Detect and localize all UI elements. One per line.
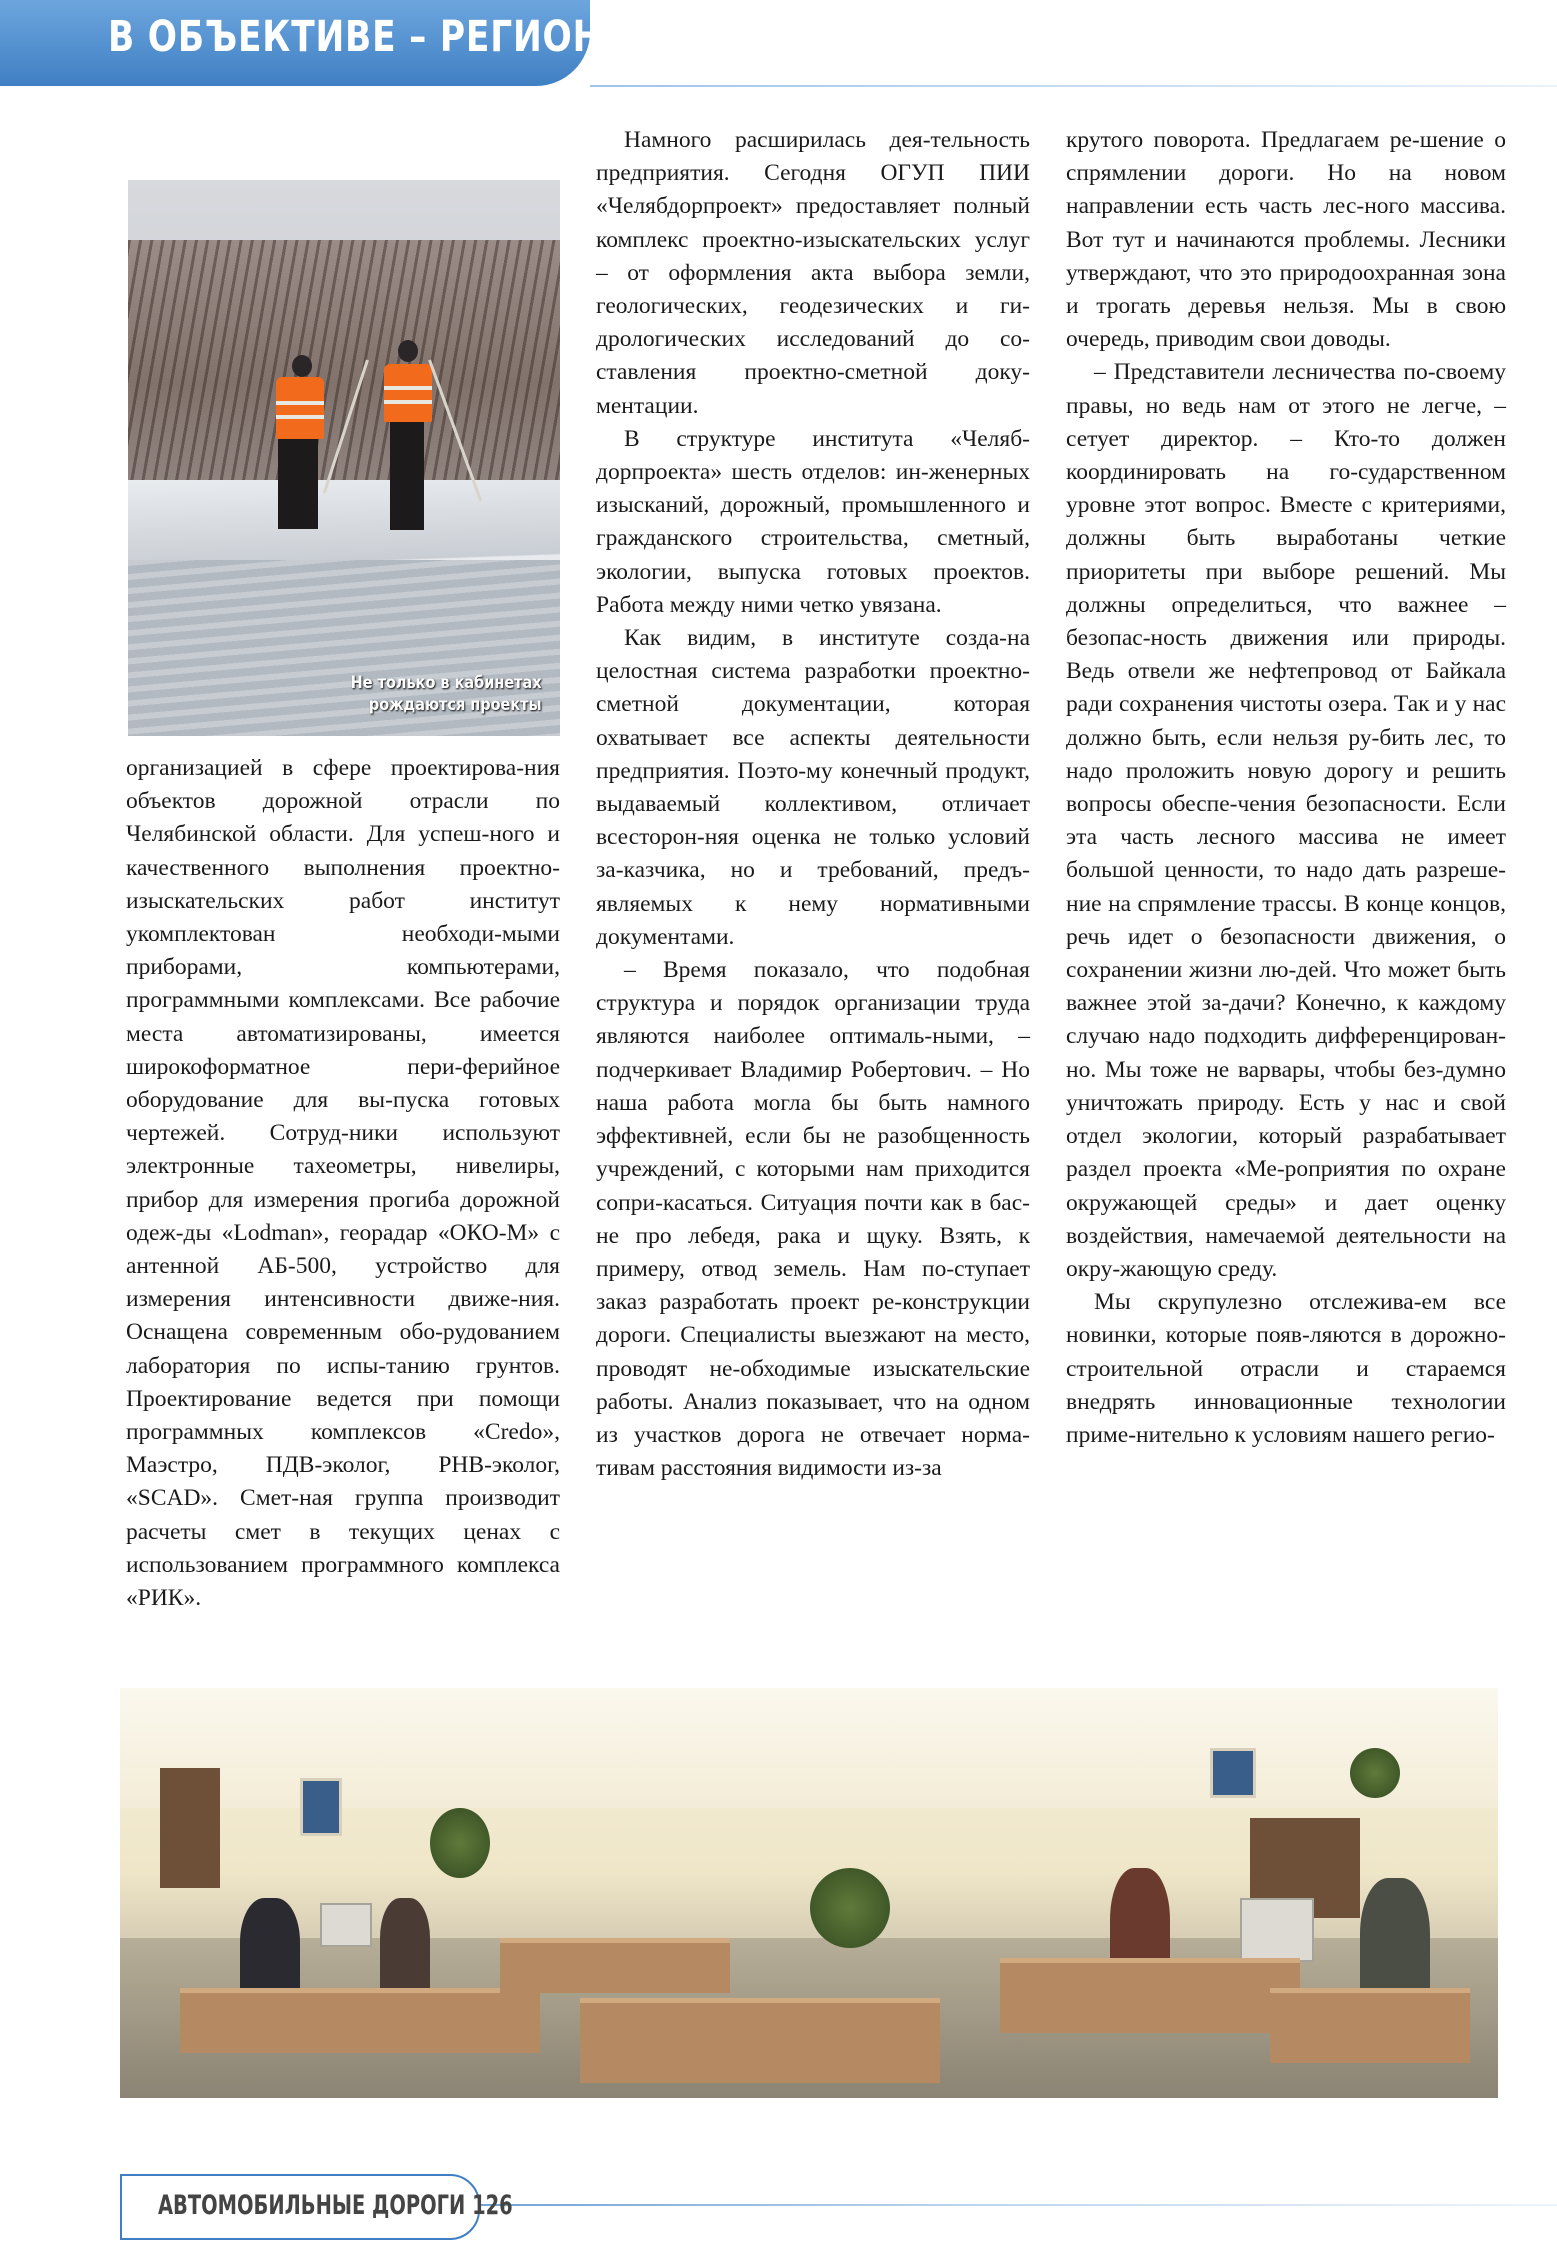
article-paragraph: Намного расширилась дея-тельность предприятия. Сегодня ОГУП ПИИ «Челябдорпроект» предоставляет полный комплекс проектно-изыскательских услуг – от оформления акта выбора земли, геологических, геодезических и ги-дрологических исследований до со-ставления проектно-сметной доку-ментации. bbox=[596, 127, 1030, 419]
computer-monitor bbox=[320, 1903, 372, 1947]
photo-trees bbox=[128, 240, 560, 480]
article-paragraph: – Представители лесничества по-своему правы, но ведь нам от этого не легче, – сетует директор. – Кто-то должен координировать на го-сударственном уровне этот вопрос. Вместе с критериями, должны быть выработаны четкие приоритеты при выборе решений. Мы должны определиться, что важнее – безопас-ность движения или природы. Ведь отвели же нефтепровод от Байкала ради сохранения чистоты озера. Так и у нас должно быть, если нельзя ру-бить лес, то надо проложить новую дорогу и решить вопросы обеспе-чения безопасности. Если эта часть лесного массива не имеет большой ценности, то надо дать разреше-ние на спрямление трассы. В конце концов, речь идет о безопасности движения, о сохранении жизни лю-дей. Что может быть важнее этой за-дачи? Конечно, к каждому случаю надо подходить дифференцирован-но. Мы тоже не варвары, чтобы без-думно уничтожать природу. Есть у нас и свой отдел экологии, который разрабатывает раздел проекта «Ме-роприятия по охране окружающей среды» и дает оценку воздействия, намечаемой деятельности на окру-жающую среду. bbox=[1066, 359, 1506, 1282]
office-desk bbox=[180, 1988, 540, 2053]
article-paragraph: В структуре института «Челяб-дорпроекта» шесть отделов: ин-женерных изысканий, дорожный, промышленного и гражданского строительства, сметный, экологии, выпуска готовых проектов. Работа между ними четко увязана. bbox=[596, 425, 1030, 618]
surveyor-figure bbox=[268, 355, 328, 535]
office-desk bbox=[500, 1938, 730, 1993]
article-column-1 bbox=[126, 752, 560, 1615]
survey-photo-caption: Не только в кабинетах рождаются проекты bbox=[351, 673, 542, 715]
office-plant bbox=[1350, 1748, 1400, 1798]
article-paragraph: – Время показало, что подобная структура и порядок организации труда являются наиболее оптималь-ными, – подчеркивает Владимир Робертович. – Но наша работа могла бы быть намного эффективней, если бы не разобщенность учреждений, с которыми нам приходится сопри-касаться. Ситуация почти как в бас-не про лебедя, рака и щуку. Взять, к примеру, отвод земель. Нам по-ступает заказ разработать проект ре-конструкции дороги. Специалисты выезжают на место, проводят не-обходимые изыскательские работы. Анализ показывает, что на одном из участков дорога не отвечает норма-тивам расстояния видимости из-за bbox=[596, 957, 1030, 1482]
article-column-2 bbox=[596, 124, 1030, 1485]
magazine-name: АВТОМОБИЛЬНЫЕ ДОРОГИ bbox=[158, 2190, 466, 2221]
office-desk bbox=[1270, 1988, 1470, 2063]
header-rule bbox=[590, 85, 1557, 87]
office-desk bbox=[580, 1998, 940, 2083]
section-title: В ОБЪЕКТИВЕ – РЕГИОН bbox=[108, 12, 603, 62]
bookshelf bbox=[160, 1768, 220, 1888]
page-number: 126 bbox=[472, 2190, 513, 2221]
office-plant bbox=[810, 1868, 890, 1948]
article-paragraph: организацией в сфере проектирова-ния объектов дорожной отрасли по Челябинской области. Для успеш-ного и качественного выполнения проектно-изыскательских работ институт укомплектован необходи-мыми приборами, компьютерами, программными комплексами. Все рабочие места автоматизированы, имеется широкоформатное пери-ферийное оборудование для вы-пуска готовых чертежей. Сотруд-ники используют электронные тахеометры, нивелиры, прибор для измерения прогиба дорожной одеж-ды «Lodman», георадар «ОКО-М» с антенной АБ-500, устройство для измерения интенсивности движе-ния. Оснащена современным обо-рудованием лаборатория по испы-танию грунтов. Проектирование ведется при помощи программных комплексов «Credo», Маэстро, ПДВ-эколог, РНВ-эколог, «SCAD». Смет-ная группа производит расчеты смет в текущих ценах с использованием программного комплекса «РИК». bbox=[126, 755, 560, 1612]
survey-photo bbox=[128, 180, 560, 736]
surveyor-figure bbox=[376, 340, 436, 540]
article-column-3 bbox=[1066, 124, 1506, 1452]
office-desk bbox=[1000, 1958, 1300, 2033]
computer-monitor bbox=[1240, 1898, 1314, 1962]
section-header-tab bbox=[0, 0, 603, 86]
wall-picture bbox=[300, 1778, 342, 1836]
office-worker bbox=[380, 1898, 430, 1998]
footer-tab bbox=[120, 2174, 513, 2240]
article-paragraph: Как видим, в институте созда-на целостная система разработки проектно-сметной документации, которая охватывает все аспекты деятельности предприятия. Поэто-му конечный продукт, выдаваемый коллективом, отличает всесторон-няя оценка не только условий за-казчика, но и требований, предъ-являемых к нему нормативными документами. bbox=[596, 625, 1030, 950]
office-photo bbox=[120, 1688, 1498, 2098]
wall-picture bbox=[1210, 1748, 1256, 1798]
article-paragraph: крутого поворота. Предлагаем ре-шение о спрямлении дороги. Но на новом направлении есть часть лес-ного массива. Вот тут и начинаются проблемы. Лесники утверждают, что это природоохранная зона и трогать деревья нельзя. Мы в свою очередь, приводим свои доводы. bbox=[1066, 127, 1506, 353]
article-paragraph: Мы скрупулезно отслежива-ем все новинки, которые появ-ляются в дорожно-строительной отрасли и стараемся внедрять инновационные технологии приме-нительно к условиям нашего регио- bbox=[1066, 1289, 1506, 1448]
footer-label bbox=[158, 2190, 513, 2221]
office-plant bbox=[430, 1808, 490, 1878]
